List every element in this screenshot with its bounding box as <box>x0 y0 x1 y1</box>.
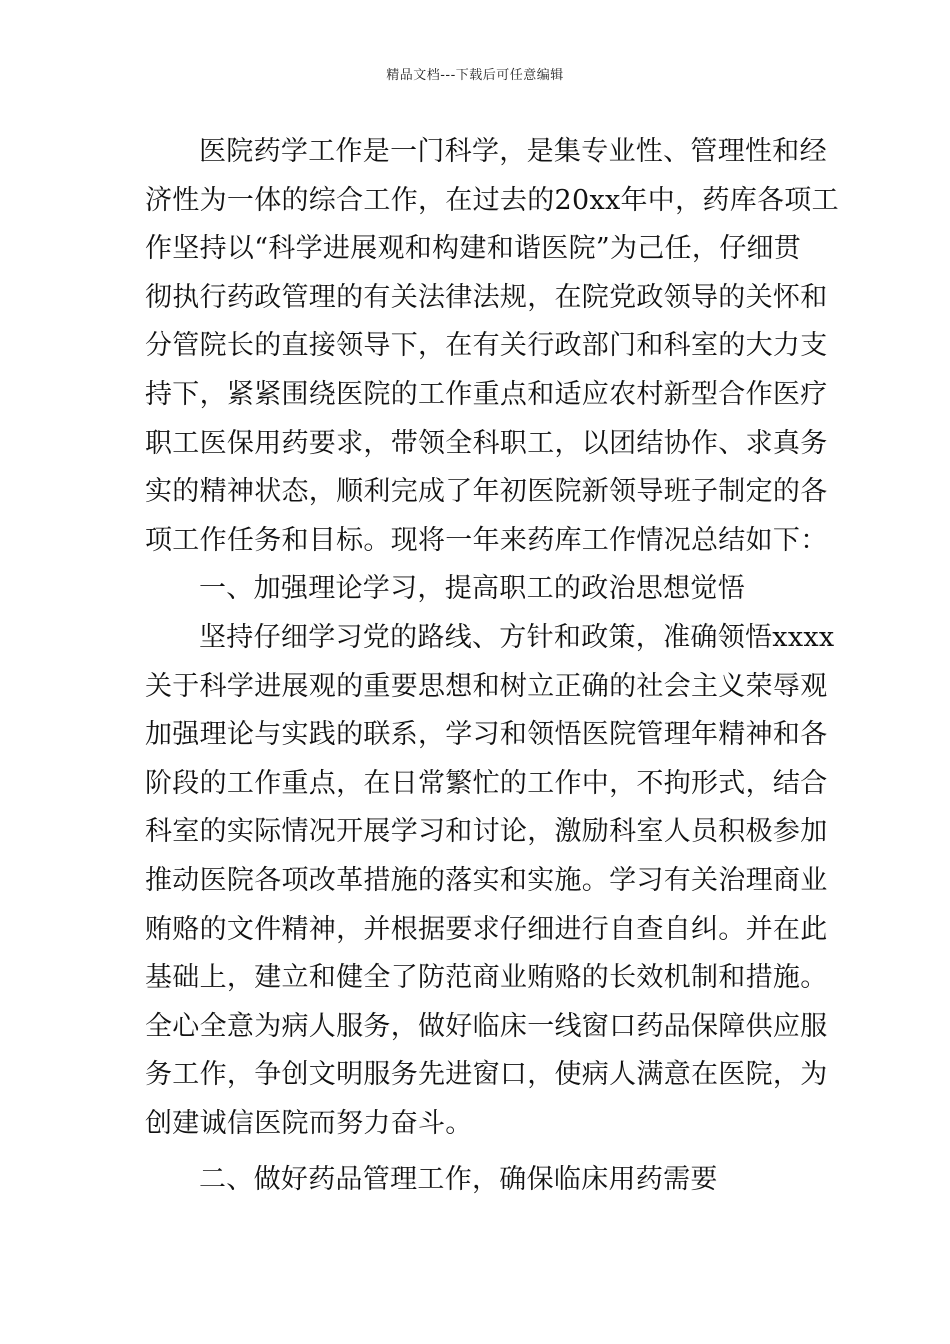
document-body <box>145 128 839 1205</box>
paragraph-line: 职工医保用药要求，带领全科职工，以团结协作、求真务 <box>145 427 828 459</box>
paragraph-line: 贿赂的文件精神，并根据要求仔细进行自查自纠。并在此 <box>145 913 828 945</box>
paragraph-line: 坚持仔细学习党的路线、方针和政策，准确领悟xxxx <box>199 621 835 653</box>
paragraph-line: 全心全意为病人服务，做好临床一线窗口药品保障供应服 <box>145 1010 828 1042</box>
spacer <box>145 1148 805 1156</box>
paragraph-line: 彻执行药政管理的有关法律法规，在院党政领导的关怀和 <box>145 281 828 313</box>
paragraph-line: 创建诚信医院而努力奋斗。 <box>145 1107 473 1139</box>
paragraph-line: 实的精神状态，顺利完成了年初医院新领导班子制定的各 <box>145 476 828 508</box>
section-heading-2: 二、做好药品管理工作，确保临床用药需要 <box>199 1164 718 1196</box>
paragraph-line: 济性为一体的综合工作，在过去的20xx年中，药库各项工 <box>145 184 839 216</box>
paragraph-line: 医院药学工作是一门科学，是集专业性、管理性和经 <box>199 136 827 167</box>
paragraph-line: 持下，紧紧围绕医院的工作重点和适应农村新型合作医疗 <box>145 378 828 410</box>
paragraph-line: 作坚持以“科学进展观和构建和谐医院”为己任，仔细贯 <box>145 233 802 265</box>
paragraph-line: 推动医院各项改革措施的落实和实施。学习有关治理商业 <box>145 864 828 896</box>
paragraph-line: 加强理论与实践的联系，学习和领悟医院管理年精神和各 <box>145 719 828 751</box>
paragraph-line: 关于科学进展观的重要思想和树立正确的社会主义荣辱观 <box>145 670 828 702</box>
paragraph-line: 阶段的工作重点，在日常繁忙的工作中，不拘形式，结合 <box>145 767 828 799</box>
paragraph-line: 基础上，建立和健全了防范商业贿赂的长效机制和措施。 <box>145 962 828 994</box>
paragraph-line: 务工作，争创文明服务先进窗口，使病人满意在医院，为 <box>145 1059 828 1091</box>
paragraph-line: 科室的实际情况开展学习和讨论，激励科室人员积极参加 <box>145 816 828 848</box>
paragraph-line: 项工作任务和目标。现将一年来药库工作情况总结如下： <box>145 524 828 556</box>
section-heading-1: 一、加强理论学习，提高职工的政治思想觉悟 <box>199 573 745 605</box>
page-header: 精品文档---下载后可任意编辑 <box>386 68 564 83</box>
paragraph-line: 分管院长的直接领导下，在有关行政部门和科室的大力支 <box>145 330 828 362</box>
